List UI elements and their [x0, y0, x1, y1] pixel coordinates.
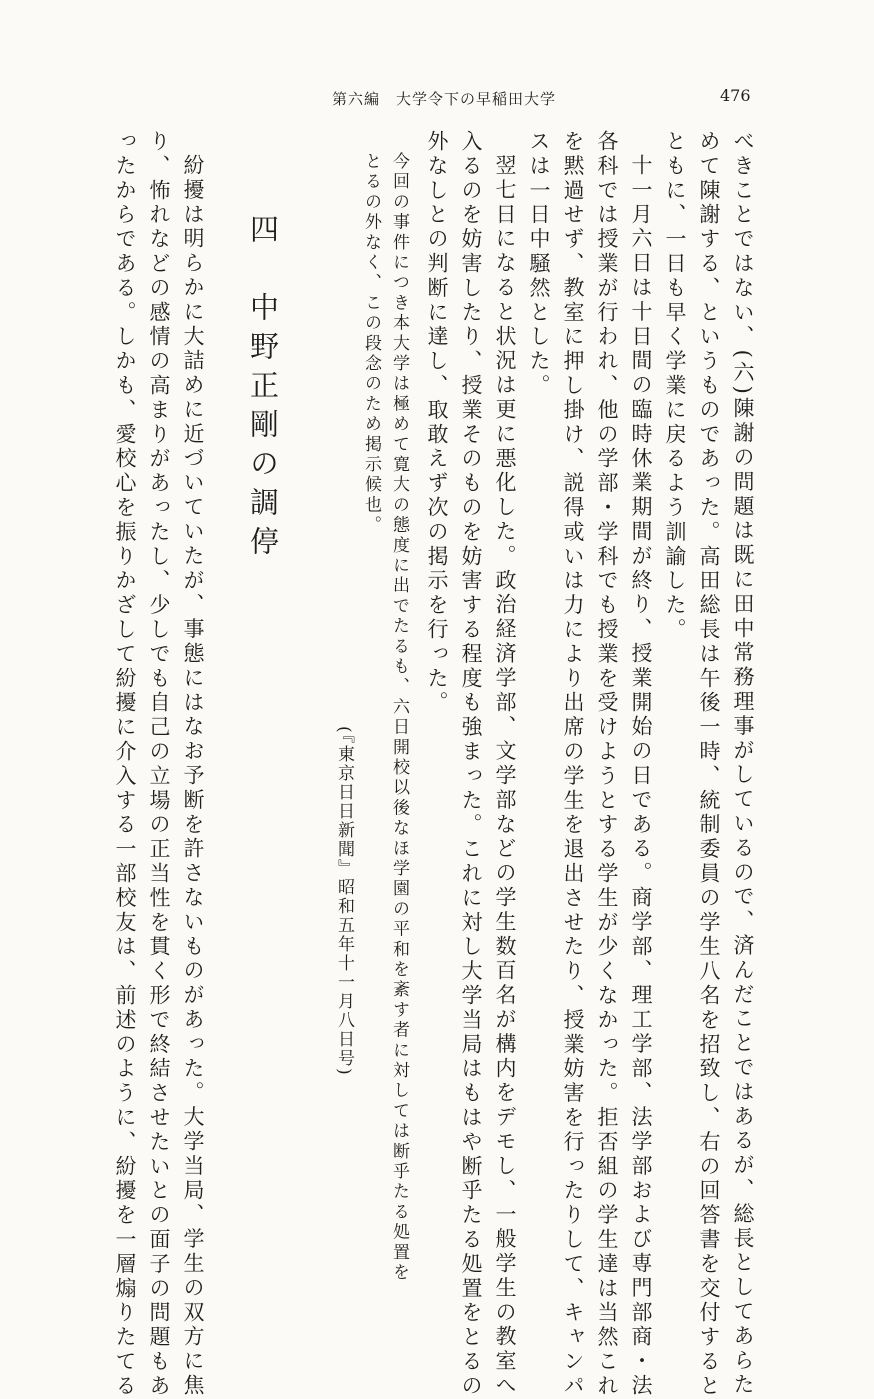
running-header: 第六編 大学令下の早稲田大学: [332, 90, 557, 108]
body-line: り、怖れなどの感情の高まりがあったし、少しでも自己の立場の正当性を貫く形で終結させたいとの面子の問題もあ: [147, 130, 171, 1399]
body-line: めて陳謝する、というものであった。高田総長は午後一時、統制委員の学生八名を招致し、右の回答書を交付すると: [697, 130, 721, 1399]
body-line: 入るのを妨害したり、授業そのものを妨害する程度も強まった。これに対し大学当局はもはや断乎たる処置をとるの: [459, 130, 483, 1399]
body-line: べきことではない、(六)陳謝の問題は既に田中常務理事がしているので、済んだことではあるが、総長としてあらた: [731, 130, 755, 1398]
body-line: 外なしとの判断に達し、取敢えず次の掲示を行った。: [425, 130, 449, 716]
body-line: ともに、一日も早く学業に戻るよう訓諭した。: [663, 130, 687, 643]
notice-citation: (『東京日日新聞』昭和五年十一月八日号): [334, 726, 354, 1077]
body-line: 十一月六日は十日間の臨時休業期間が終り、授業開始の日である。商学部、理工学部、法学部および専門部商・法: [629, 154, 653, 1399]
section-heading: 四 中野正剛の調停: [246, 214, 280, 565]
notice-line: とるの外なく、この段念のため掲示候也。: [361, 152, 381, 536]
body-line: スは一日中騒然とした。: [527, 130, 551, 399]
body-line: ったからである。しかも、愛校心を振りかざして紛擾に介入する一部校友は、前述のように、紛擾を一層煽りたてる: [113, 130, 137, 1399]
body-line: を黙過せず、教室に押し掛け、説得或いは力により出席の学生を退出させたり、授業妨害を行ったりして、キャンパ: [561, 130, 585, 1399]
body-line: 翌七日になると状況は更に悪化した。政治経済学部、文学部などの学生数百名が構内をデモし、一般学生の教室へ: [493, 154, 517, 1399]
page-number: 476: [720, 86, 751, 105]
body-line: 各科では授業が行われ、他の学部・学科でも授業を受けようとする学生が少くなかった。拒否組の学生達は当然これ: [595, 130, 619, 1399]
notice-line: 今回の事件につき本大学は極めて寛大の態度に出でたるも、六日開校以後なほ学園の平和を紊す者に対しては断乎たる処置を: [389, 152, 409, 1284]
body-line: 紛擾は明らかに大詰めに近づいていたが、事態にはなお予断を許さないものがあった。大学当局、学生の双方に焦: [181, 154, 205, 1399]
